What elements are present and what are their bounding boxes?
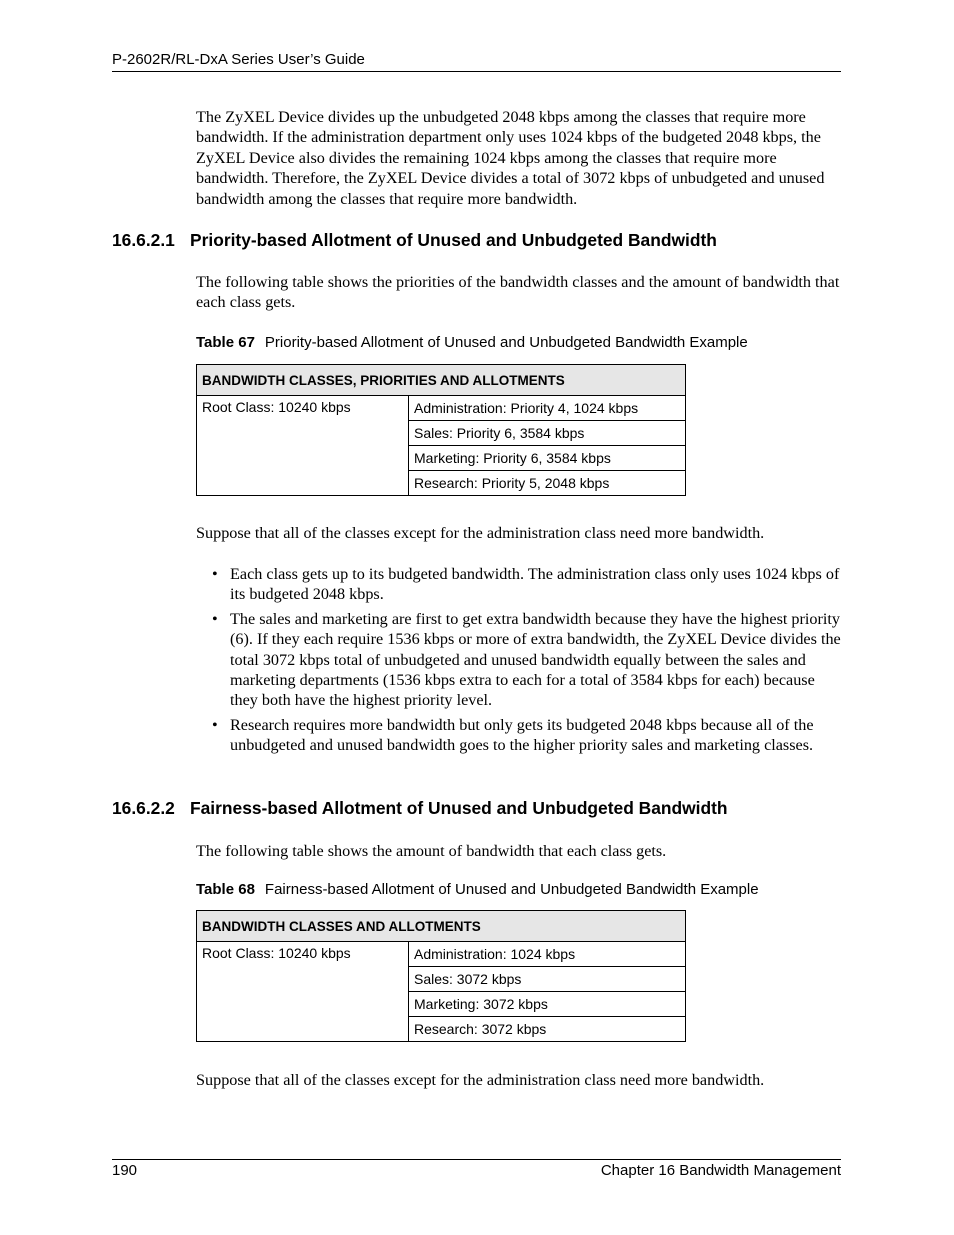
bullet-icon: •: [212, 715, 218, 734]
bullet-icon: •: [212, 565, 218, 583]
table-row: [197, 396, 686, 421]
table-header-row: [197, 365, 686, 396]
list-item-text: Each class gets up to its budgeted bandwidth. The administration class only uses 1024 kbps of its budgeted 2048 kbps.: [230, 565, 840, 604]
list-item: [196, 564, 841, 605]
table-header: BANDWIDTH CLASSES AND ALLOTMENTS: [197, 911, 686, 942]
caption-text: Fairness-based Allotment of Unused and Unbudgeted Bandwidth Example: [264, 881, 759, 898]
bullet-list: [196, 564, 841, 760]
caption-label: Table 67: [196, 334, 255, 351]
table-68: [196, 910, 686, 1042]
table-cell: Marketing: Priority 6, 3584 kbps: [409, 446, 686, 471]
root-class-cell: Root Class: 10240 kbps: [197, 396, 409, 496]
table-cell: Marketing: 3072 kbps: [409, 992, 686, 1017]
list-item: [196, 715, 841, 756]
table-header-row: [197, 911, 686, 942]
section-number: 16.6.2.1: [112, 230, 175, 250]
table-cell: Research: Priority 5, 2048 kbps: [409, 471, 686, 496]
header-rule: [112, 71, 841, 72]
table-cell: Sales: Priority 6, 3584 kbps: [409, 421, 686, 446]
table-68-caption: [196, 881, 759, 898]
section-2-lead: The following table shows the amount of bandwidth that each class gets.: [196, 842, 667, 860]
table-header: BANDWIDTH CLASSES, PRIORITIES AND ALLOTMENTS: [197, 365, 686, 396]
section-heading-2: [112, 798, 728, 819]
section-title: Priority-based Allotment of Unused and Unbudgeted Bandwidth: [190, 230, 717, 250]
table-cell: Administration: 1024 kbps: [409, 942, 686, 967]
table-cell: Research: 3072 kbps: [409, 1017, 686, 1042]
page-number: 190: [112, 1162, 138, 1179]
list-item: [196, 609, 841, 711]
section-title: Fairness-based Allotment of Unused and Unbudgeted Bandwidth: [190, 798, 728, 818]
section-1-lead: The following table shows the priorities of the bandwidth classes and the amount of bandwidth that each class gets.: [196, 273, 840, 312]
footer-rule: [112, 1159, 841, 1160]
chapter-title: Chapter 16 Bandwidth Management: [600, 1162, 841, 1179]
running-header: P-2602R/RL-DxA Series User’s Guide: [112, 51, 365, 68]
section-2-after: Suppose that all of the classes except for the administration class need more bandwidth.: [196, 1071, 765, 1089]
table-row: [197, 942, 686, 967]
list-item-text: Research requires more bandwidth but only gets its budgeted 2048 kbps because all of the unbudgeted and unused bandwidth goes to the higher priority sales and marketing classes.: [230, 715, 814, 755]
bullet-icon: •: [212, 609, 218, 628]
table-cell: Sales: 3072 kbps: [409, 967, 686, 992]
table-67-caption: [196, 334, 748, 351]
list-item-text: The sales and marketing are first to get extra bandwidth because they have the highest priority (6). If they each require 1536 kbps or more of extra bandwidth, the ZyXEL Device divides the total 3072 kbps total of unbudgeted and unused bandwidth equally between the sales and marketing departments (1536 kbps extra to each for a total of 3584 kbps for each) because they both have the highest priority level.: [230, 609, 841, 710]
section-1-after: Suppose that all of the classes except for the administration class need more bandwidth.: [196, 524, 765, 542]
table-67: [196, 364, 686, 496]
section-number: 16.6.2.2: [112, 798, 175, 818]
intro-paragraph: The ZyXEL Device divides up the unbudgeted 2048 kbps among the classes that require more bandwidth. If the administration department only uses 1024 kbps of the budgeted 2048 kbps, the ZyXEL Device also divides the remaining 1024 kbps among the classes that require more bandwidth. Therefore, the ZyXEL Device divides a total of 3072 kbps of unbudgeted and unused bandwidth among the classes that require more bandwidth.: [196, 108, 825, 208]
section-heading-1: [112, 230, 717, 251]
caption-text: Priority-based Allotment of Unused and Unbudgeted Bandwidth Example: [264, 334, 748, 351]
table-cell: Administration: Priority 4, 1024 kbps: [409, 396, 686, 421]
root-class-cell: Root Class: 10240 kbps: [197, 942, 409, 1042]
caption-label: Table 68: [196, 881, 255, 898]
